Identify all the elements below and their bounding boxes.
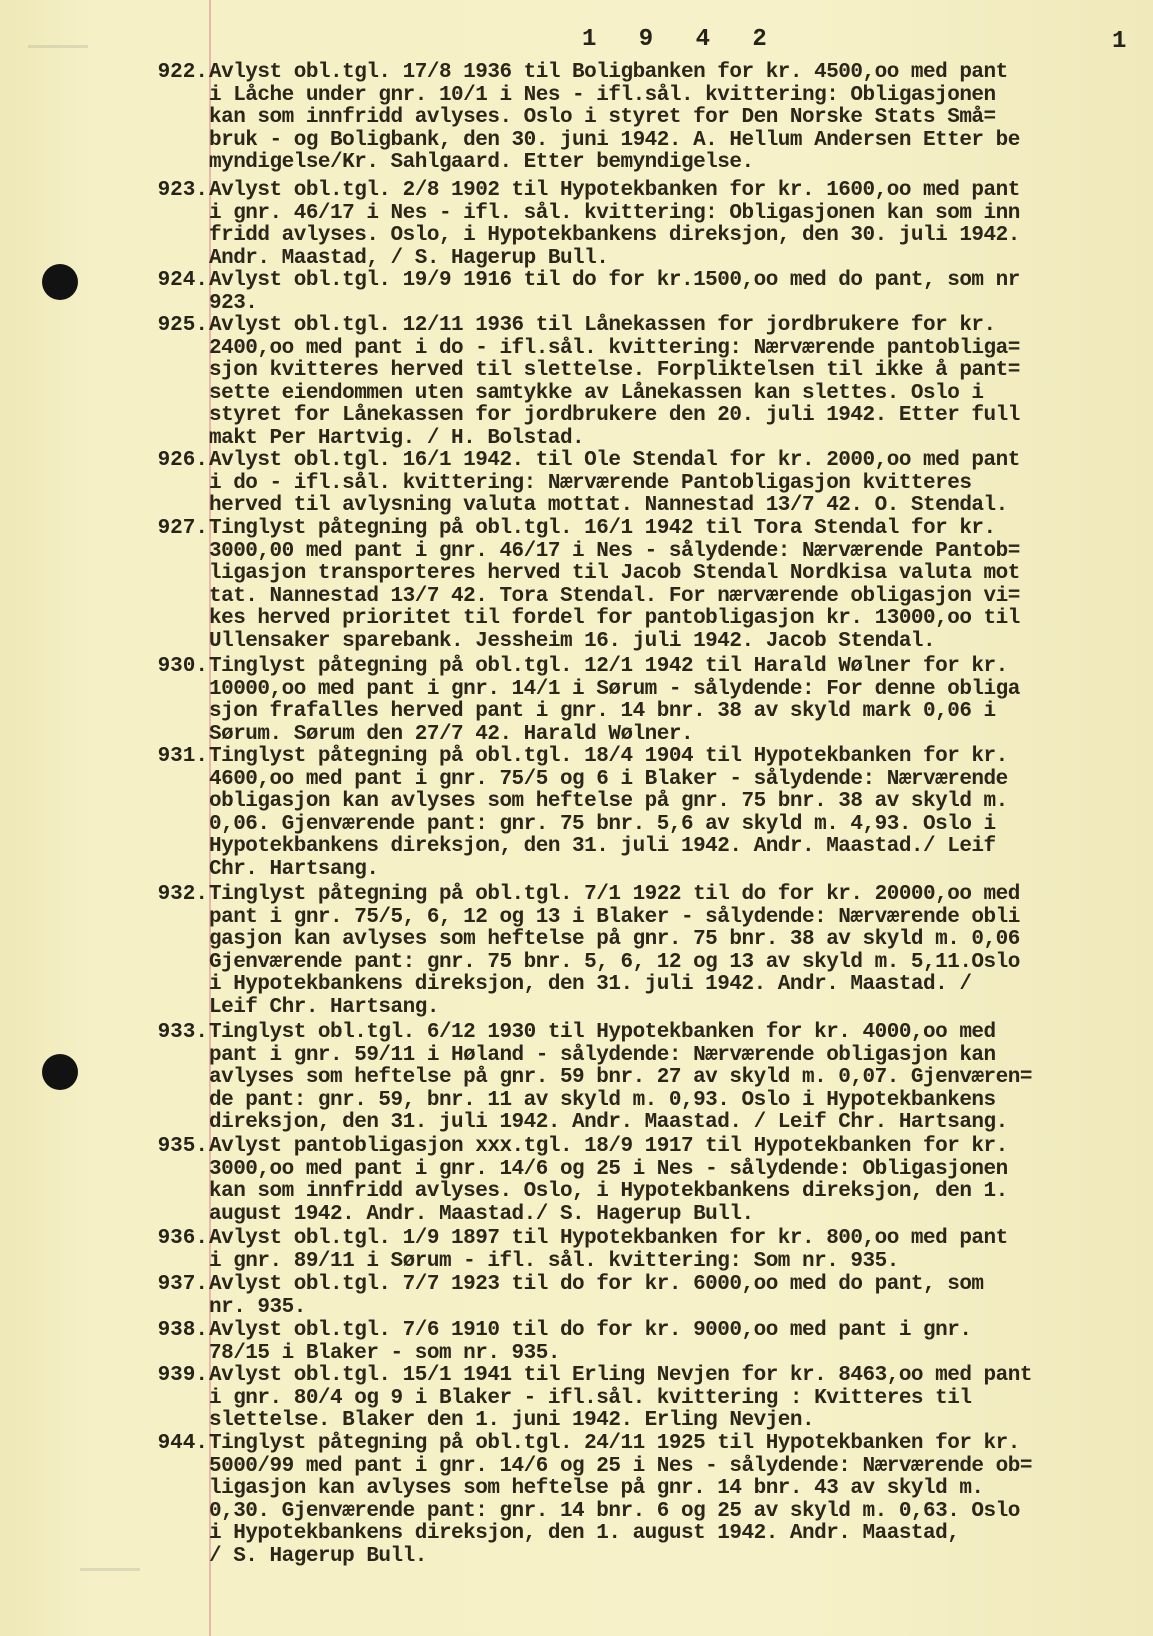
entry-text: Tinglyst påtegning på obl.tgl. 7/1 1922 til do for kr. 20000,oo med pant i gnr. 75/5, 6, 12 og 13 i Blaker - sålydende: Nærværende obli gasjon kan avlyses som heftelse på gnr. 75 bnr. 38 av skyld m. 0,06 Gjenværende pant: gnr. 75 bnr. 5, 6, 12 og 13 av skyld m. 5,11.Oslo i Hypotekbankens direksjon, den 31. juli 1942. Andr. Maastad. / Leif Chr. Hartsang. bbox=[209, 883, 1020, 1019]
page-number: 1 bbox=[1112, 28, 1127, 55]
entry-number: 931. bbox=[157, 745, 208, 768]
entry-number: 925. bbox=[157, 314, 208, 337]
entry-text: Avlyst obl.tgl. 7/6 1910 til do for kr. 9000,oo med pant i gnr. 78/15 i Blaker - som nr. 935. bbox=[209, 1319, 972, 1365]
entry-text: Avlyst obl.tgl. 17/8 1936 til Boligbanken for kr. 4500,oo med pant i Låche under gnr. 10/1 i Nes - ifl.sål. kvittering: Obligasjonen kan som innfridd avlyses. Oslo i styret for Den Norske Stats Små= bruk - og Boligbank, den 30. juni 1942. A. Hellum Andersen Etter be myndigelse/Kr. Sahlgaard. Etter bemyndigelse. bbox=[209, 61, 1020, 174]
entry-text: Tinglyst obl.tgl. 6/12 1930 til Hypotekbanken for kr. 4000,oo med pant i gnr. 59/11 i Høland - sålydende: Nærværende obligasjon kan avlyses som heftelse på gnr. 59 bnr. 27 av skyld m. 0,07. Gjenværen= de pant: gnr. 59, bnr. 11 av skyld m. 0,93. Oslo i Hypotekbankens direksjon, den 31. juli 1942. Andr. Maastad. / Leif Chr. Hartsang. bbox=[209, 1021, 1032, 1134]
entry-text: Avlyst obl.tgl. 12/11 1936 til Lånekassen for jordbrukere for kr. 2400,oo med pant i do - ifl.sål. kvittering: Nærværende pantobliga= sjon kvitteres herved til slettelse. Forpliktelsen til ikke å pant= sette eiendommen uten samtykke av Lånekassen kan slettes. Oslo i styret for Lånekassen for jordbrukere den 20. juli 1942. Etter full makt Per Hartvig. / H. Bolstad. bbox=[209, 314, 1020, 450]
entry-text: Avlyst obl.tgl. 1/9 1897 til Hypotekbanken for kr. 800,oo med pant i gnr. 89/11 i Sørum - ifl. sål. kvittering: Som nr. 935. bbox=[209, 1227, 1008, 1273]
page-year: 1 9 4 2 bbox=[582, 26, 781, 53]
entry-text: Avlyst pantobligasjon xxx.tgl. 18/9 1917 til Hypotekbanken for kr. 3000,oo med pant i gnr. 14/6 og 25 i Nes - sålydende: Obligasjonen kan som innfridd avlyses. Oslo, i Hypotekbankens direksjon, den 1. august 1942. Andr. Maastad./ S. Hagerup Bull. bbox=[209, 1135, 1008, 1226]
entry-number: 927. bbox=[157, 517, 208, 540]
entry-number: 923. bbox=[157, 179, 208, 202]
entry-number: 939. bbox=[157, 1364, 208, 1387]
entry-text: Avlyst obl.tgl. 15/1 1941 til Erling Nevjen for kr. 8463,oo med pant i gnr. 80/4 og 9 i Blaker - ifl.sål. kvittering : Kvitteres til slettelse. Blaker den 1. juni 1942. Erling Nevjen. bbox=[209, 1364, 1032, 1432]
entry-number: 926. bbox=[157, 449, 208, 472]
entry-number: 933. bbox=[157, 1021, 208, 1044]
entry-number: 924. bbox=[157, 269, 208, 292]
entry-text: Avlyst obl.tgl. 19/9 1916 til do for kr.1500,oo med do pant, som nr 923. bbox=[209, 269, 1020, 315]
entry-text: Tinglyst påtegning på obl.tgl. 18/4 1904 til Hypotekbanken for kr. 4600,oo med pant i gnr. 75/5 og 6 i Blaker - sålydende: Nærværende obligasjon kan avlyses som heftelse på gnr. 75 bnr. 38 av skyld m. 0,06. Gjenværende pant: gnr. 75 bnr. 5,6 av skyld m. 4,93. Oslo i Hypotekbankens direksjon, den 31. juli 1942. Andr. Maastad./ Leif Chr. Hartsang. bbox=[209, 745, 1008, 881]
entry-number: 930. bbox=[157, 655, 208, 678]
entry-number: 944. bbox=[157, 1432, 208, 1455]
entry-number: 922. bbox=[157, 61, 208, 84]
entry-text: Tinglyst påtegning på obl.tgl. 12/1 1942 til Harald Wølner for kr. 10000,oo med pant i gnr. 14/1 i Sørum - sålydende: For denne obliga sjon frafalles herved pant i gnr. 14 bnr. 38 av skyld mark 0,06 i Sørum. Sørum den 27/7 42. Harald Wølner. bbox=[209, 655, 1020, 746]
entry-number: 937. bbox=[157, 1273, 208, 1296]
entry-number: 932. bbox=[157, 883, 208, 906]
entry-number: 935. bbox=[157, 1135, 208, 1158]
entry-text: Avlyst obl.tgl. 16/1 1942. til Ole Stendal for kr. 2000,oo med pant i do - ifl.sål. kvittering: Nærværende Pantobligasjon kvitteres herved til avlysning valuta mottat. Nannestad 13/7 42. O. Stendal. bbox=[209, 449, 1020, 517]
entry-text: Avlyst obl.tgl. 7/7 1923 til do for kr. 6000,oo med do pant, som nr. 935. bbox=[209, 1273, 984, 1319]
entry-text: Tinglyst påtegning på obl.tgl. 24/11 1925 til Hypotekbanken for kr. 5000/99 med pant i gnr. 14/6 og 25 i Nes - sålydende: Nærværende ob= ligasjon kan avlyses som heftelse på gnr. 14 bnr. 43 av skyld m. 0,30. Gjenværende pant: gnr. 14 bnr. 6 og 25 av skyld m. 0,63. Oslo i Hypotekbankens direksjon, den 1. august 1942. Andr. Maastad, / S. Hagerup Bull. bbox=[209, 1432, 1032, 1568]
entry-text: Avlyst obl.tgl. 2/8 1902 til Hypotekbanken for kr. 1600,oo med pant i gnr. 46/17 i Nes - ifl. sål. kvittering: Obligasjonen kan som inn fridd avlyses. Oslo, i Hypotekbankens direksjon, den 30. juli 1942. Andr. Maastad, / S. Hagerup Bull. bbox=[209, 179, 1020, 270]
entry-text: Tinglyst påtegning på obl.tgl. 16/1 1942 til Tora Stendal for kr. 3000,00 med pant i gnr. 46/17 i Nes - sålydende: Nærværende Pantob= ligasjon transporteres herved til Jacob Stendal Nordkisa valuta mot tat. Nannestad 13/7 42. Tora Stendal. For nærværende obligasjon vi= kes herved prioritet til fordel for pantobligasjon kr. 13000,oo til Ullensaker sparebank. Jessheim 16. juli 1942. Jacob Stendal. bbox=[209, 517, 1020, 653]
entry-number: 936. bbox=[157, 1227, 208, 1250]
entry-number: 938. bbox=[157, 1319, 208, 1342]
